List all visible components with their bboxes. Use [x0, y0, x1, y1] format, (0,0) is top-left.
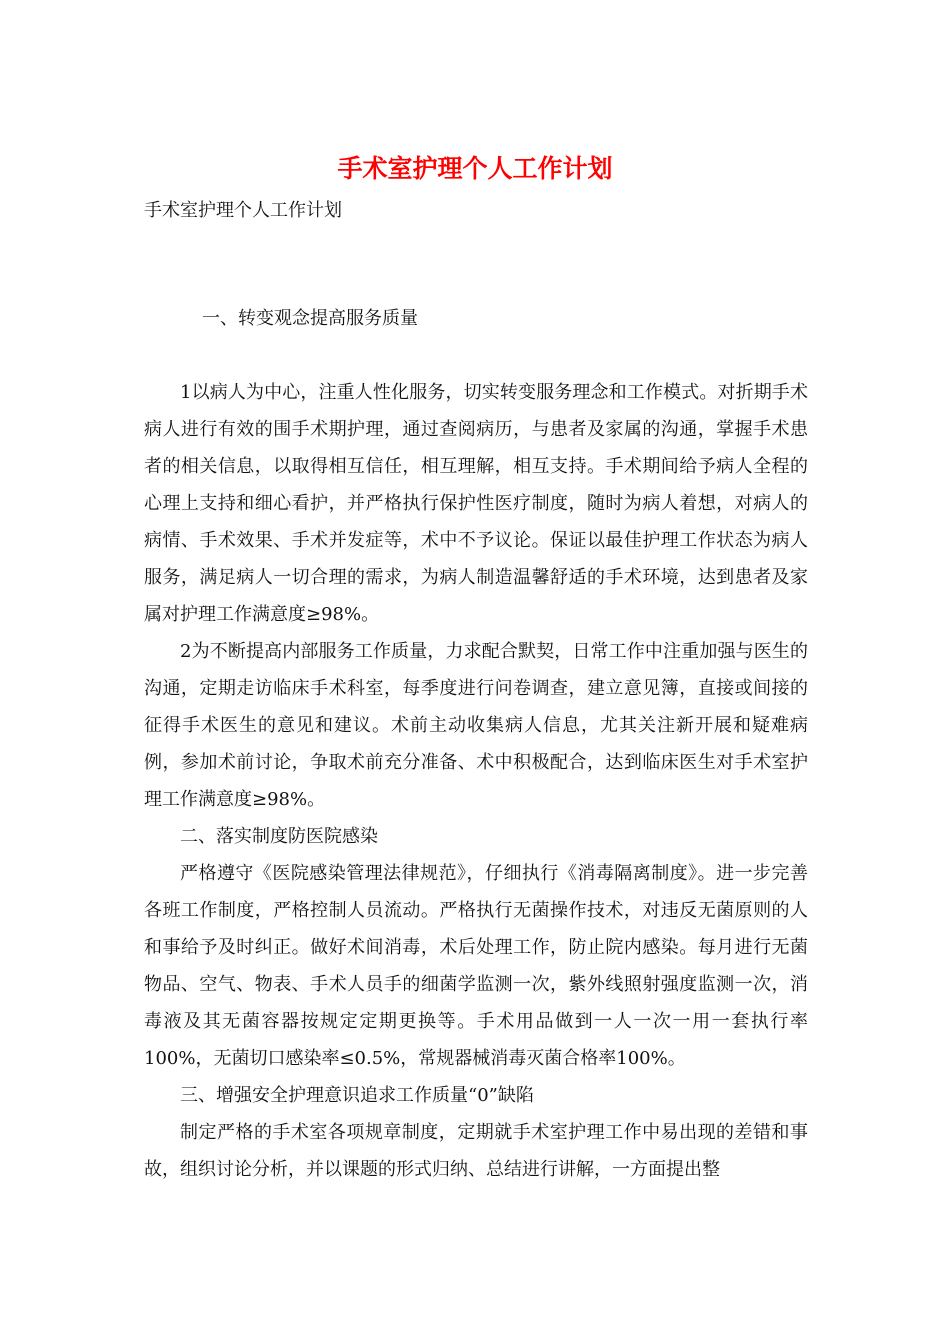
- paragraph-2: 2为不断提高内部服务工作质量，力求配合默契，日常工作中注重加强与医生的沟通，定期走访临床手术科室，每季度进行问卷调查，建立意见簿，直接或间接的征得手术医生的意见和建议。术前主动收集病人信息，尤其关注新开展和疑难病例，参加术前讨论，争取术前充分准备、术中积极配合，达到临床医生对手术室护理工作满意度≥98%。: [144, 641, 808, 810]
- document-subtitle: 手术室护理个人工作计划: [144, 200, 342, 221]
- document-body: [144, 300, 808, 1188]
- document-title: 手术室护理个人工作计划: [337, 154, 613, 183]
- paragraph-4: 制定严格的手术室各项规章制度，定期就手术室护理工作中易出现的差错和事故，组织讨论分析，并以课题的形式归纳、总结进行讲解，一方面提出整: [144, 1122, 808, 1180]
- paragraph-1: 1以病人为中心，注重人性化服务，切实转变服务理念和工作模式。对折期手术病人进行有效的围手术期护理，通过查阅病历，与患者及家属的沟通，掌握手术患者的相关信息，以取得相互信任，相互理解，相互支持。手术期间给予病人全程的心理上支持和细心看护，并严格执行保护性医疗制度，随时为病人着想，对病人的病情、手术效果、手术并发症等，术中不予议论。保证以最佳护理工作状态为病人服务，满足病人一切合理的需求，为病人制造温馨舒适的手术环境，达到患者及家属对护理工作满意度≥98%。: [144, 382, 808, 625]
- section-heading-3: 三、增强安全护理意识追求工作质量“0”缺陷: [180, 1085, 534, 1106]
- section-heading-1: 一、转变观念提高服务质量: [202, 308, 418, 329]
- section-heading-2: 二、落实制度防医院感染: [180, 826, 378, 847]
- paragraph-3: 严格遵守《医院感染管理法律规范》，仔细执行《消毒隔离制度》。进一步完善各班工作制度，严格控制人员流动。严格执行无菌操作技术，对违反无菌原则的人和事给予及时纠正。做好术间消毒，术后处理工作，防止院内感染。每月进行无菌物品、空气、物表、手术人员手的细菌学监测一次，紫外线照射强度监测一次，消毒液及其无菌容器按规定定期更换等。手术用品做到一人一次一用一套执行率100%，无菌切口感染率≤0.5%，常规器械消毒灭菌合格率100%。: [144, 863, 808, 1069]
